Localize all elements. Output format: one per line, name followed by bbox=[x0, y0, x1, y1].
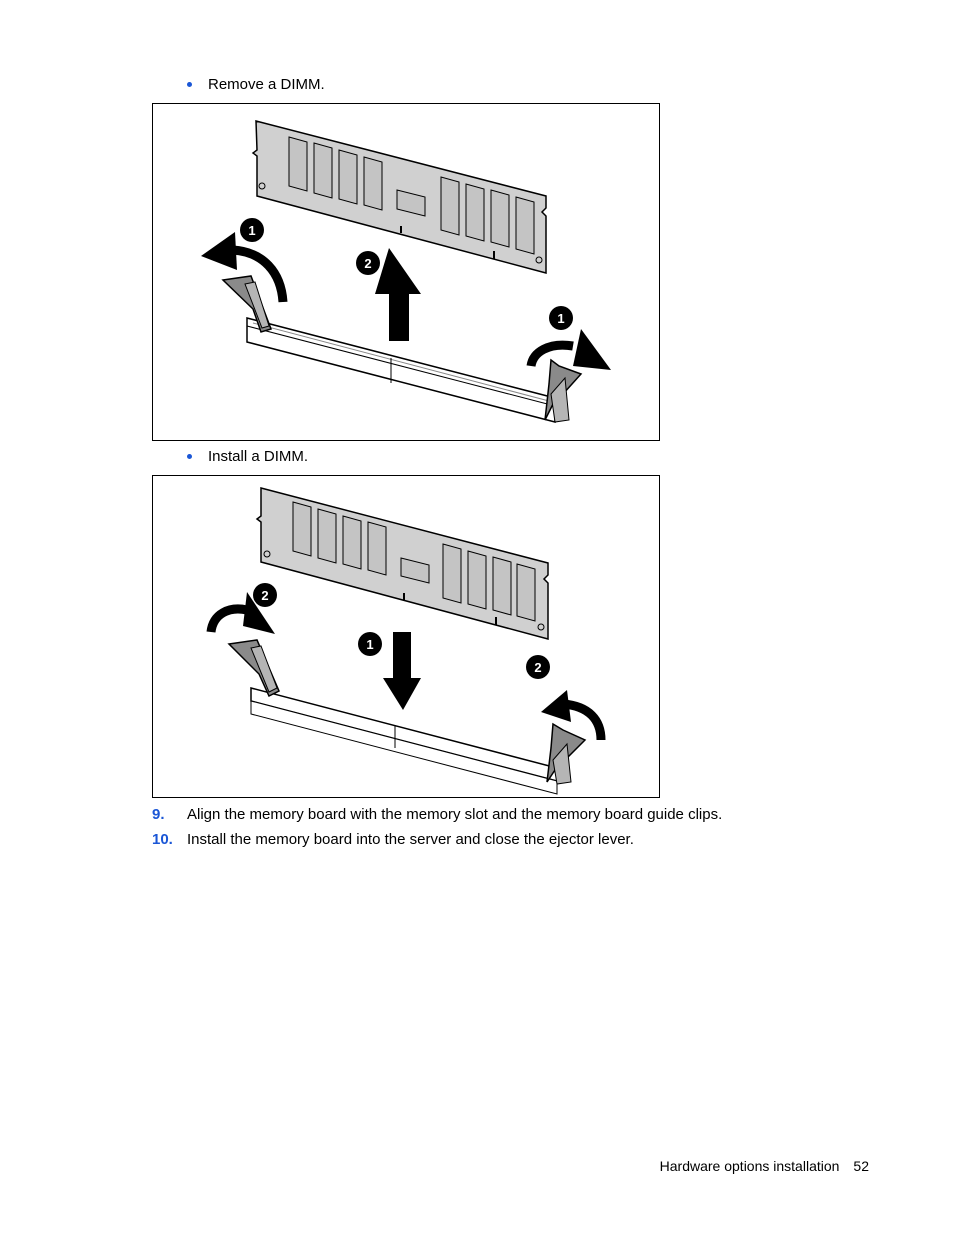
remove-dimm-illustration bbox=[153, 104, 659, 440]
svg-text:1: 1 bbox=[248, 223, 256, 238]
install-dimm-illustration bbox=[153, 476, 659, 797]
right-rotate-arrow-icon bbox=[531, 329, 611, 370]
svg-text:2: 2 bbox=[364, 256, 372, 271]
step-text: Install the memory board into the server and close the ejector lever. bbox=[187, 831, 634, 848]
callout-2-right bbox=[526, 655, 550, 679]
step-number: 9. bbox=[152, 806, 165, 823]
bullet-remove-dimm bbox=[187, 76, 325, 94]
svg-text:2: 2 bbox=[534, 660, 542, 675]
step-text: Align the memory board with the memory slot and the memory board guide clips. bbox=[187, 806, 723, 823]
callout-1-left bbox=[240, 218, 264, 242]
callout-1-center bbox=[358, 632, 382, 656]
footer-section-title: Hardware options installation bbox=[659, 1158, 840, 1174]
dimm-module bbox=[257, 488, 548, 639]
bullet-text: Remove a DIMM. bbox=[208, 76, 325, 93]
figure-install-dimm bbox=[152, 475, 660, 798]
step-9 bbox=[152, 806, 722, 824]
dimm-module bbox=[253, 121, 546, 273]
figure-remove-dimm bbox=[152, 103, 660, 441]
right-close-arrow-icon bbox=[541, 690, 601, 740]
page-number: 52 bbox=[853, 1158, 869, 1174]
up-arrow-icon bbox=[375, 248, 421, 341]
left-ejector-latch bbox=[229, 640, 279, 696]
page-footer bbox=[660, 1158, 869, 1174]
callout-2-center bbox=[356, 251, 380, 275]
bullet-dot-icon bbox=[187, 454, 192, 459]
bullet-text: Install a DIMM. bbox=[208, 448, 309, 465]
bullet-install-dimm bbox=[187, 448, 308, 466]
down-arrow-icon bbox=[383, 632, 421, 710]
svg-text:2: 2 bbox=[261, 588, 269, 603]
callout-1-right bbox=[549, 306, 573, 330]
svg-text:1: 1 bbox=[557, 311, 565, 326]
svg-text:1: 1 bbox=[366, 637, 374, 652]
bullet-dot-icon bbox=[187, 82, 192, 87]
callout-2-left bbox=[253, 583, 277, 607]
step-10 bbox=[152, 831, 634, 849]
step-number: 10. bbox=[152, 831, 173, 848]
